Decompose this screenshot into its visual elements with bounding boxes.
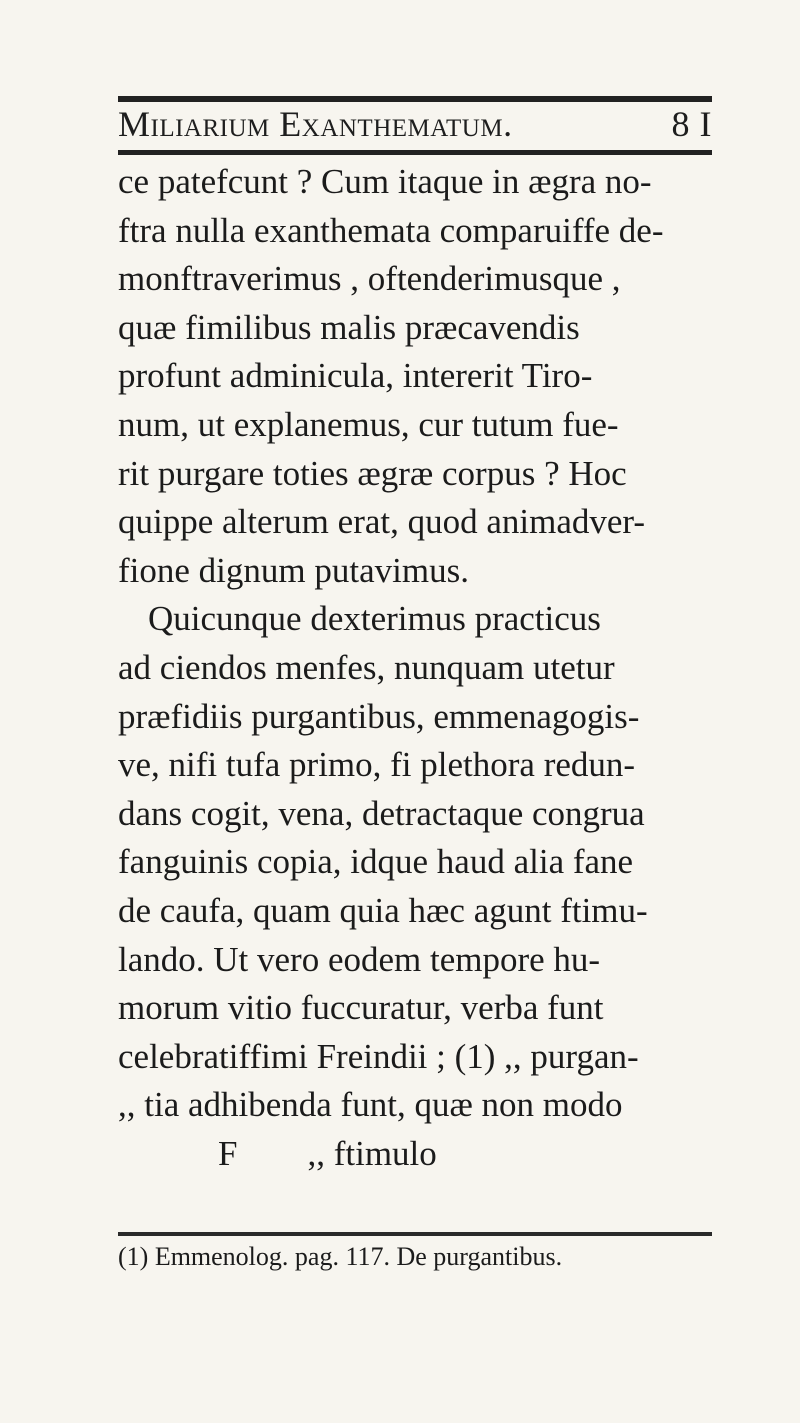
header-top-rule: [118, 96, 712, 102]
text-line: lando. Ut vero eodem tempore hu-: [118, 939, 601, 979]
running-head: [118, 103, 712, 149]
text-line: ad ciendos menfes, nunquam utetur: [118, 647, 615, 687]
running-head-title: Miliarium Exanthematum.: [118, 104, 513, 144]
text-line: ,, tia adhibenda funt, quæ non modo: [118, 1085, 623, 1125]
signature-mark: F: [218, 1133, 238, 1173]
text-line: rit purgare toties ægræ corpus ? Hoc: [118, 453, 627, 493]
text-line: de caufa, quam quia hæc agunt ftimu-: [118, 890, 648, 930]
text-line: dans cogit, vena, detractaque congrua: [118, 793, 645, 833]
text-line: monftraverimus , oftenderimusque ,: [118, 259, 621, 299]
text-line: fanguinis copia, idque haud alia fane: [118, 842, 634, 882]
text-line: profunt adminicula, intererit Tiro-: [118, 356, 593, 396]
text-line: fione dignum putavimus.: [118, 550, 469, 590]
text-line: quæ fimilibus malis præcavendis: [118, 307, 580, 347]
page-number: 8 I: [671, 104, 712, 144]
text-line: morum vitio fuccuratur, verba funt: [118, 988, 604, 1028]
text-line: quippe alterum erat, quod animadver-: [118, 502, 646, 542]
footnote-rule: [118, 1232, 712, 1236]
header-bottom-rule: [118, 150, 712, 155]
text-line: ce patefcunt ? Cum itaque in ægra no-: [118, 162, 652, 201]
footnote: (1) Emmenolog. pag. 117. De purgantibus.: [118, 1242, 563, 1271]
text-line: præfidiis purgantibus, emmenagogis-: [118, 696, 640, 736]
body-text: [118, 158, 718, 1178]
catchword: ,, ftimulo: [307, 1133, 437, 1173]
text-line: ve, nifi tufa primo, fi plethora redun-: [118, 745, 636, 785]
text-line: ftra nulla exanthemata comparuiffe de-: [118, 210, 664, 250]
catch-line: [118, 1130, 718, 1179]
text-line: num, ut explanemus, cur tutum fue-: [118, 404, 619, 444]
paragraph-start-line: Quicunque dexterimus practicus: [148, 599, 601, 639]
text-line: celebratiffimi Freindii ; (1) ,, purgan-: [118, 1036, 639, 1076]
